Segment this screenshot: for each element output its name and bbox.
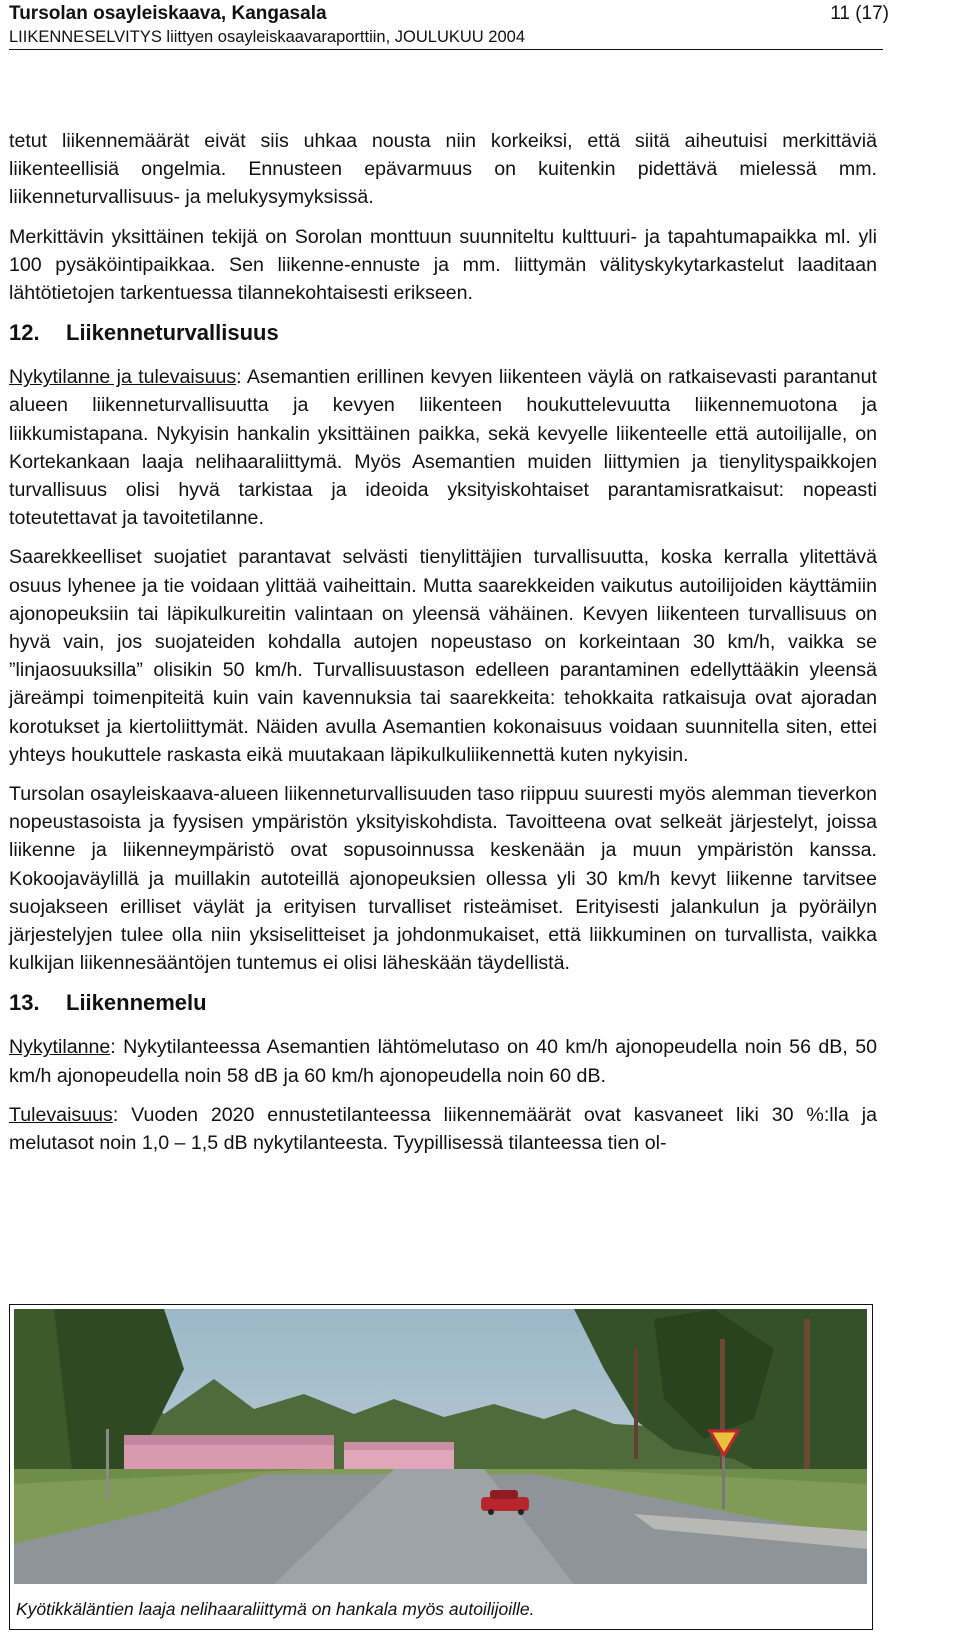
section-title: Liikennemelu [66,990,207,1016]
paragraph: tetut liikennemäärät eivät siis uhkaa nousta niin korkeiksi, että siitä aiheutuisi merkittäviä liikenteellisiä ongelmia. Ennusteen epävarmuus on kuitenkin pidettävä mielessä mm. liikenneturvallisuus- ja melukysymyksissä. [9,130,877,209]
page-number: 11 (17) [830,3,889,24]
intersection-photo [14,1309,867,1584]
section-heading-12 [9,318,877,348]
paragraph: Merkittävin yksittäinen tekijä on Sorolan monttuun suunniteltu kulttuuri- ja tapahtumapaikka ml. yli 100 pysäköintipaikkaa. Sen liikenne-ennuste ja mm. liittymän välityskykytarkastelut laaditaan lähtötietojen tarkentuessa tilannekohtaisesti erikseen. [9,225,877,305]
section-title: Liikenneturvallisuus [66,320,279,346]
paragraph-text: : Nykytilanteessa Asemantien lähtömelutaso on 40 km/h ajonopeudella noin 56 dB, 50 km/h ajonopeudella noin 58 dB ja 60 km/h ajonopeudella noin 60 dB. [9,1036,877,1087]
paragraph-text: : Asemantien erillinen kevyen liikenteen väylä on ratkaisevasti parantanut alueen liikenneturvallisuutta ja kevyen liikenteen houkuttelevuutta liikennemuotona ja liikkumistapana. Nykyisin hankalin yksittäinen paikka, sekä kevyelle liikenteelle että autoilijalle, on Kortekankaan laaja nelihaaraliittymä. Myös Asemantien muiden liittymien ja tienylityspaikkojen turvallisuus olisi hyvä tarkistaa ja ideoida yksityiskohtaiset parantamisratkaisut: nopeasti toteutettavat ja tavoitetilanne. [9,366,877,530]
paragraph [9,1101,877,1157]
paragraph-lead-label: Nykytilanne ja tulevaisuus [9,366,237,389]
document-title: Tursolan osayleiskaava, Kangasala [9,3,327,24]
paragraph [9,1033,877,1089]
paragraph-lead-label: Tulevaisuus [9,1103,113,1126]
document-body [9,127,877,1168]
section-number: 13. [9,990,40,1016]
figure-caption: Kyötikkäläntien laaja nelihaaraliittymä on hankala myös autoilijoille. [16,1599,535,1619]
paragraph-lead-label: Nykytilanne [9,1036,111,1059]
paragraph-text: : Vuoden 2020 ennustetilanteessa liikennemäärät ovat kasvaneet liki 30 %:lla ja melutasot noin 1,0 – 1,5 dB nykytilanteesta. Tyypillisessä tilanteessa tien ol- [9,1103,877,1155]
header-rule [9,49,883,50]
figure [9,1304,873,1630]
section-number: 12. [9,320,40,346]
section-heading-13 [9,988,877,1018]
paragraph [9,363,877,532]
document-subtitle: LIIKENNESELVITYS liittyen osayleiskaavaraporttiin, JOULUKUU 2004 [9,28,525,46]
photo-illustration [14,1309,867,1584]
paragraph: Saarekkeelliset suojatiet parantavat selvästi tienylittäjien turvallisuutta, koska kerralla ylitettävä osuus lyhenee ja tie voidaan ylittää vaiheittain. Mutta saarekkeiden vaikutus autoilijoiden käyttämiin ajonopeuksiin tai läpikulkureitin valintaan on yleensä vähäinen. Kevyen liikenteen turvallisuus on hyvä vain, jos suojateiden kohdalla autojen nopeustaso on korkeintaan 30 km/h, vaikka se ”linjaosuuksilla” olisikin 50 km/h. Turvallisuustason edelleen parantaminen edellyttääkin yleensä järeämpi toimenpiteitä kuin vain kavennuksia tai saarekkeita: tehokkaita ratkaisuja ovat ajoradan korotukset ja kiertoliittymät. Näiden avulla Asemantien kokonaisuus voidaan suunnitella siten, ettei yhteys houkuttele raskasta eikä muutakaan läpikulkuliikennettä kuten nykyisin. [9,546,877,766]
paragraph: Tursolan osayleiskaava-alueen liikenneturvallisuuden taso riippuu suuresti myös alemman tieverkon nopeustasoista ja fyysisen ympäristön yksityiskohdista. Tavoitteena ovat selkeät järjestelyt, joissa liikenne ja liikenneympäristö ovat sopusoinnussa keskenään ja muun ympäristön kanssa. Kokoojaväylillä ja muillakin autoteillä ajonopeuksien ollessa yli 30 km/h kevyt liikenne tarvitsee suojakseen erilliset väylät ja erityisen turvalliset risteämiset. Erityisesti jalankulun ja pyöräilyn järjestelyjen tulee olla niin yksiselitteiset ja johdonmukaiset, että liikkuminen on turvallista, vaikka kulkijan liikennesääntöjen tuntemus ei olisi läheskään täydellistä. [9,783,877,975]
page-header [9,2,889,47]
